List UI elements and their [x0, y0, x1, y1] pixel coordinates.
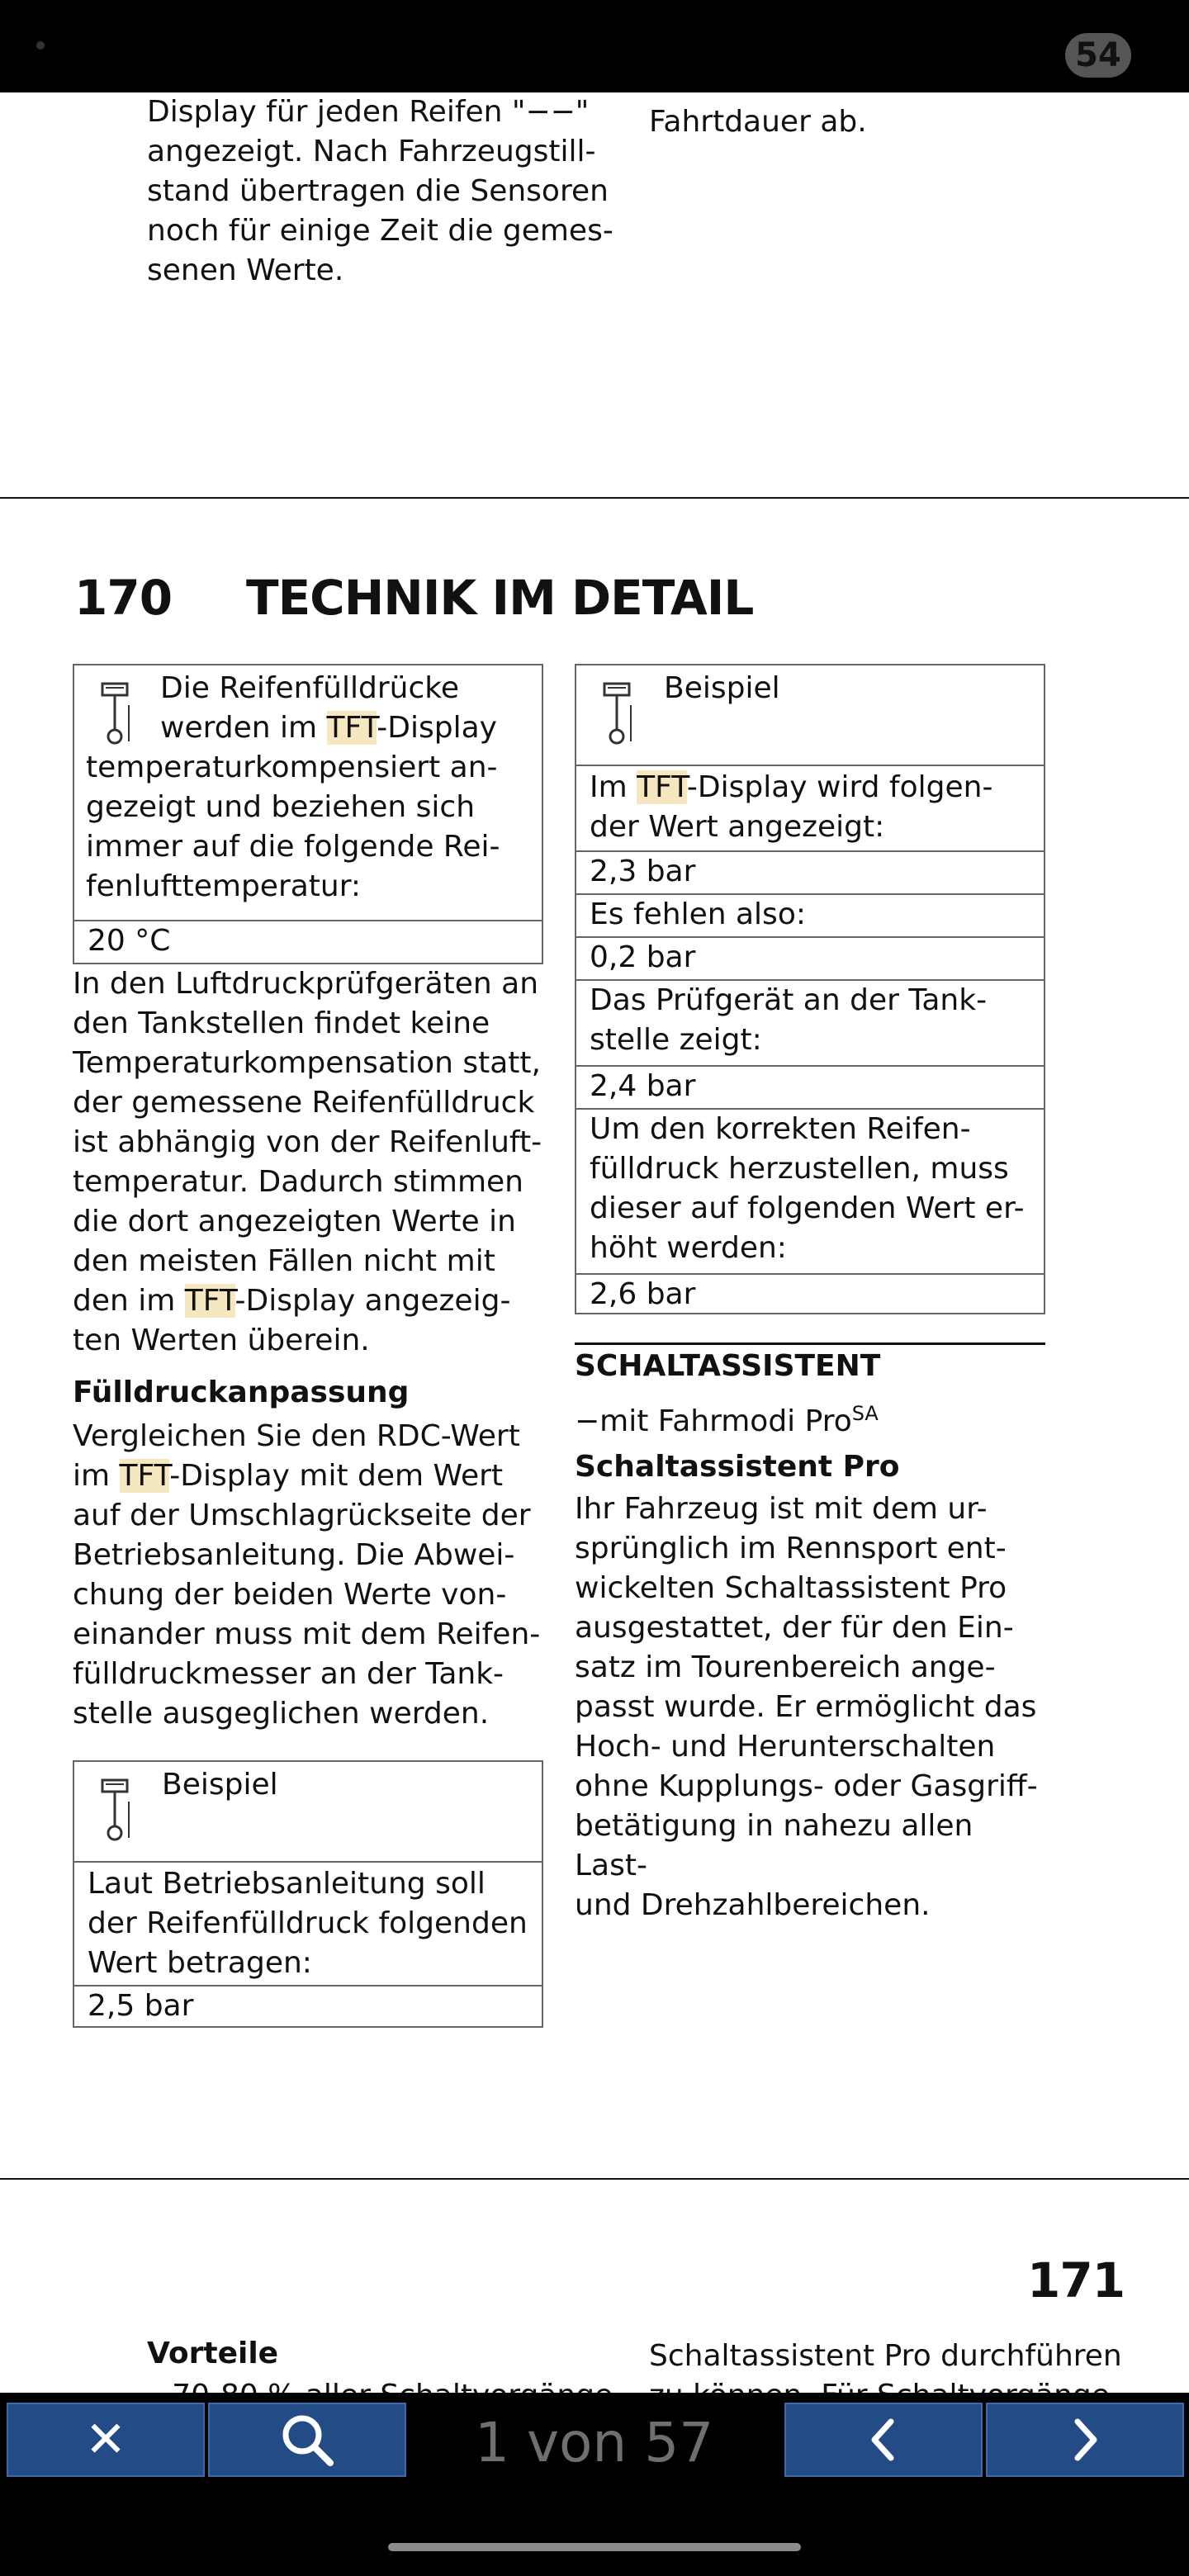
example-text: Laut Betriebsanleitung soll der Reifenfülldruck folgenden Wert betragen: — [74, 1861, 542, 1985]
paragraph-schaltassistent: Ihr Fahrzeug ist mit dem ur- sprünglich im Rennsport ent- wickelten Schaltassistent Pro ausgestattet, der für den Ein- satz im Tourenbereich ange- passt wurde. Er ermöglicht das Hoch- und Herunterschalten ohne Kupplungs- oder Gasgriff- betätigung in nahezu allen Last- und Drehzahlbereichen. — [575, 1492, 1038, 1922]
chevron-right-icon — [1064, 2415, 1106, 2465]
tire-pressure-icon — [101, 680, 132, 746]
close-icon: ✕ — [84, 2411, 127, 2469]
section-subtitle-text: −mit Fahrmodi Pro — [575, 1404, 852, 1438]
paragraph-comparison — [73, 1417, 552, 1734]
example-value-row — [74, 1985, 542, 2026]
note-line2-pre: werden im — [160, 711, 327, 745]
page-divider — [0, 2178, 1189, 2180]
status-bar — [0, 0, 1189, 92]
note-text: temperaturkompensiert an- gezeigt und beziehen sich immer auf die folgende Rei- fenlufttemperatur: — [86, 751, 500, 903]
chevron-left-icon — [863, 2415, 904, 2465]
tft-highlight: TFT — [326, 711, 377, 745]
paragraph-temperature-end: -Display angezeig- ten Werten überein. — [73, 1284, 511, 1357]
search-icon — [277, 2410, 337, 2469]
page-number: 170 — [74, 570, 173, 626]
row1-post: -Display wird folgen- der Wert angezeigt: — [590, 770, 993, 844]
note-value-row — [74, 920, 542, 963]
tft-highlight: TFT — [637, 770, 687, 804]
previous-result-button[interactable] — [784, 2403, 983, 2477]
note-box — [73, 664, 543, 964]
paragraph-comparison-text: -Display mit dem Wert auf der Umschlagrückseite der Betriebsanleitung. Die Abwei- chung der beiden Werte von- einander muss mit dem Reifen- fülldruckmesser an der Tank- stelle ausgeglichen werden. — [73, 1459, 541, 1731]
camera-dot — [36, 41, 45, 50]
subheading-fuelldruckanpassung: Fülldruckanpassung — [73, 1376, 410, 1409]
paragraph-temperature-text: In den Luftdruckprüfgeräten an den Tankstellen findet keine Temperaturkompensation statt, der gemessene Reifenfülldruck ist abhängig von der Reifenluft- temperatur. Dadurch stimmen die dort angezeigten Werte in den meisten Fällen nicht mit den im — [73, 967, 542, 1318]
example-label: Beispiel — [162, 1768, 278, 1802]
example-row-6: 2,4 bar — [576, 1065, 1044, 1108]
subheading-schaltassistent-pro: Schaltassistent Pro — [575, 1450, 900, 1484]
example-box-left — [73, 1760, 543, 2028]
tire-pressure-icon — [603, 680, 634, 746]
paragraph-comparison-start: Vergleichen Sie den RDC-Wert im — [73, 1419, 520, 1493]
sa-superscript: SA — [851, 1402, 879, 1425]
example-row-4: 0,2 bar — [576, 936, 1044, 979]
prev-page-left-text: Display für jeden Reifen "−−" angezeigt. Nach Fahrzeugstill- stand übertragen die Sensoren noch für einige Zeit die gemes- senen Werte. — [147, 95, 613, 287]
prev-page-right-text: Fahrtdauer ab. — [649, 105, 867, 139]
tire-pressure-icon — [101, 1777, 132, 1843]
page-indicator: 1 von 57 — [475, 2411, 714, 2474]
section-heading: SCHALTASSISTENT — [575, 1349, 881, 1383]
home-indicator[interactable] — [388, 2543, 801, 2551]
next-result-button[interactable] — [986, 2403, 1184, 2477]
next-page-right-text: Schaltassistent Pro durchführen — [649, 2339, 1122, 2373]
example-row-5: Das Prüfgerät an der Tank- stelle zeigt: — [576, 979, 1044, 1065]
next-page-heading: Vorteile — [147, 2337, 279, 2370]
section-subtitle — [575, 1394, 879, 1442]
example-row-8: 2,6 bar — [576, 1273, 1044, 1314]
paragraph-temperature — [73, 964, 552, 1361]
page-title: TECHNIK IM DETAIL — [246, 570, 754, 626]
example-box-right — [575, 664, 1045, 1314]
note-line1: Die Reifenfülldrücke — [160, 671, 459, 705]
example-row-2: 2,3 bar — [576, 850, 1044, 893]
example-row-1 — [576, 765, 1044, 850]
next-page-number: 171 — [1027, 2252, 1125, 2308]
close-button[interactable] — [7, 2403, 205, 2477]
search-button[interactable] — [208, 2403, 406, 2477]
tft-highlight: TFT — [184, 1284, 235, 1318]
example-row-3: Es fehlen also: — [576, 893, 1044, 936]
note-line2-post: -Display — [377, 711, 497, 745]
section-rule — [575, 1342, 1045, 1345]
note-value: 20 °C — [88, 924, 171, 958]
page-divider — [0, 497, 1189, 499]
page-badge: 54 — [1065, 33, 1131, 78]
example-value: 2,5 bar — [88, 1989, 194, 2023]
row1-pre: Im — [590, 770, 637, 804]
example-row-7: Um den korrekten Reifen- fülldruck herzustellen, muss dieser auf folgenden Wert er- höht werden: — [576, 1108, 1044, 1273]
example-label: Beispiel — [664, 671, 780, 705]
tft-highlight: TFT — [119, 1459, 170, 1493]
